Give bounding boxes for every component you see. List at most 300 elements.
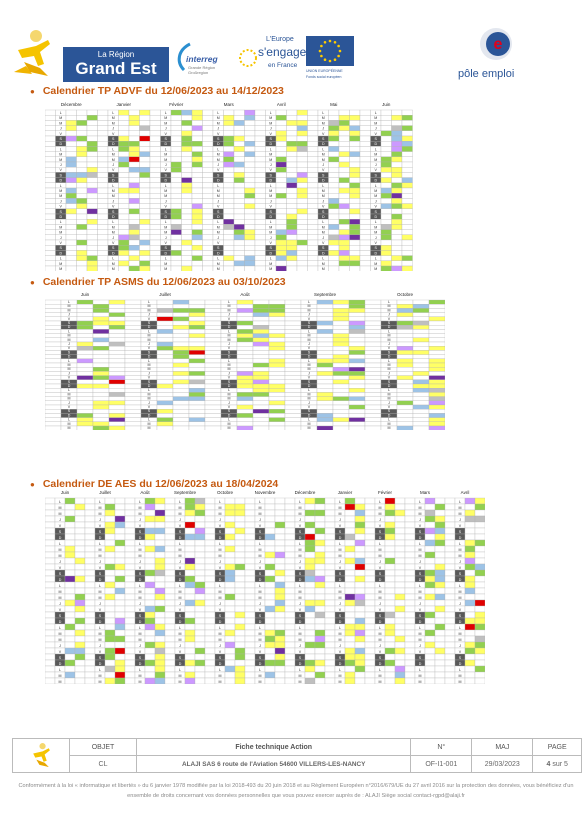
- calendar-cell: [276, 172, 287, 177]
- calendar-cell: [65, 576, 75, 582]
- calendar-cell: [225, 654, 235, 660]
- calendar-cell: [125, 380, 141, 384]
- calendar-cell: [392, 162, 403, 167]
- calendar-cell: [275, 570, 285, 576]
- calendar-cell: [297, 209, 308, 214]
- weekday-letter: J: [379, 517, 381, 522]
- calendar-cell: [65, 660, 75, 666]
- calendar-cell: [360, 230, 371, 235]
- weekday-letter: S: [387, 409, 391, 414]
- weekday-letter: D: [178, 619, 182, 624]
- calendar-cell: [475, 630, 485, 636]
- weekday-letter: M: [218, 547, 222, 552]
- weekday-letter: J: [59, 163, 62, 167]
- calendar-cell: [325, 576, 335, 582]
- calendar-cell: [225, 618, 235, 624]
- weekday-letter: M: [59, 230, 63, 235]
- calendar-cell: [45, 131, 56, 136]
- weekday-letter: V: [322, 168, 325, 173]
- calendar-cell: [203, 120, 214, 125]
- weekday-letter: M: [58, 679, 62, 684]
- calendar-cell: [345, 522, 355, 528]
- calendar-cell: [297, 245, 308, 250]
- weekday-letter: L: [219, 499, 221, 504]
- calendar-cell: [234, 245, 245, 250]
- weekday-letter: L: [388, 417, 390, 422]
- calendar-cell: [140, 256, 151, 261]
- calendar-cell: [105, 546, 115, 552]
- weekday-letter: V: [307, 346, 311, 351]
- calendar-cell: [77, 397, 93, 401]
- calendar-cell: [77, 359, 93, 363]
- weekday-letter: S: [59, 246, 62, 251]
- calendar-cell: [165, 648, 175, 654]
- calendar-cell: [75, 678, 85, 684]
- weekday-letter: S: [67, 409, 71, 414]
- calendar-cell: [305, 552, 315, 558]
- calendar-cell: [445, 624, 455, 630]
- calendar-cell: [381, 120, 392, 125]
- calendar-cell: [45, 256, 56, 261]
- month-header: Août: [240, 292, 250, 297]
- weekday-letter: J: [59, 235, 62, 240]
- weekday-letter: V: [59, 131, 62, 136]
- calendar-cell: [269, 334, 285, 338]
- calendar-cell: [235, 564, 245, 570]
- weekday-letter: J: [228, 342, 230, 346]
- calendar-cell: [203, 167, 214, 172]
- calendar-cell: [77, 256, 88, 261]
- calendar-cell: [224, 240, 235, 245]
- calendar-cell: [255, 178, 266, 183]
- calendar-cell: [65, 600, 75, 606]
- calendar-cell: [475, 600, 485, 606]
- calendar-cell: [65, 630, 75, 636]
- weekday-letter: S: [458, 571, 462, 576]
- calendar-cell: [365, 588, 375, 594]
- calendar-cell: [329, 214, 340, 219]
- calendar-cell: [445, 570, 455, 576]
- calendar-cell: [125, 409, 141, 413]
- calendar-cell: [129, 250, 140, 255]
- calendar-cell: [182, 183, 193, 188]
- weekday-letter: M: [138, 631, 142, 636]
- weekday-letter: M: [338, 673, 342, 678]
- calendar-cell: [93, 346, 109, 350]
- calendar-cell: [129, 178, 140, 183]
- calendar-cell: [237, 371, 253, 375]
- calendar-cell: [237, 304, 253, 308]
- calendar-cell: [276, 245, 287, 250]
- weekday-letter: V: [138, 607, 142, 612]
- calendar-cell: [195, 606, 205, 612]
- calendar-cell: [145, 648, 155, 654]
- calendar-cell: [413, 401, 429, 405]
- weekday-letter: M: [374, 157, 378, 162]
- calendar-cell: [115, 552, 125, 558]
- weekday-letter: L: [59, 220, 62, 225]
- calendar-cell: [305, 534, 315, 540]
- calendar-cell: [285, 321, 301, 325]
- weekday-letter: D: [138, 661, 142, 666]
- weekday-letter: V: [164, 204, 167, 209]
- calendar-cell: [237, 308, 253, 312]
- weekday-letter: V: [58, 523, 62, 528]
- calendar-cell: [265, 636, 275, 642]
- calendar-cell: [45, 214, 56, 219]
- calendar-cell: [45, 308, 61, 312]
- calendar-cell: [125, 401, 141, 405]
- weekday-letter: J: [112, 199, 115, 204]
- calendar-cell: [45, 219, 56, 224]
- calendar-cell: [297, 256, 308, 261]
- calendar-cell: [329, 167, 340, 172]
- weekday-letter: L: [388, 329, 390, 334]
- calendar-cell: [265, 678, 275, 684]
- calendar-cell: [333, 418, 349, 422]
- calendar-cell: [105, 516, 115, 522]
- calendar-cell: [413, 325, 429, 329]
- calendar-cell: [350, 152, 361, 157]
- weekday-letter: M: [67, 367, 71, 372]
- weekday-letter: V: [59, 204, 62, 209]
- calendar-cell: [245, 126, 256, 131]
- calendar-cell: [125, 376, 141, 380]
- calendar-cell: [333, 317, 349, 321]
- calendar-cell: [185, 624, 195, 630]
- calendar-cell: [285, 558, 295, 564]
- calendar-cell: [325, 648, 335, 654]
- weekday-letter: L: [374, 256, 377, 261]
- calendar-cell: [413, 321, 429, 325]
- calendar-cell: [182, 110, 193, 115]
- calendar-cell: [234, 250, 245, 255]
- calendar-cell: [297, 188, 308, 193]
- calendar-cell: [115, 528, 125, 534]
- calendar-cell: [349, 380, 365, 384]
- calendar-cell: [276, 167, 287, 172]
- weekday-letter: D: [227, 384, 231, 388]
- weekday-letter: M: [378, 511, 382, 516]
- month-header: Octobre: [396, 292, 414, 297]
- calendar-cell: [205, 648, 215, 654]
- calendar-cell: [173, 325, 189, 329]
- calendar-cell: [435, 660, 445, 666]
- calendar-cell: [305, 576, 315, 582]
- weekday-letter: S: [59, 137, 62, 141]
- calendar-cell: [225, 594, 235, 600]
- weekday-letter: M: [98, 673, 102, 678]
- weekday-letter: M: [111, 225, 115, 230]
- calendar-cell: [269, 304, 285, 308]
- calendar-cell: [205, 363, 221, 367]
- calendar-cell: [333, 329, 349, 333]
- calendar-cell: [360, 178, 371, 183]
- calendar-cell: [392, 209, 403, 214]
- weekday-letter: D: [321, 178, 325, 183]
- calendar-cell: [65, 564, 75, 570]
- calendar-cell: [285, 397, 301, 401]
- calendar-cell: [45, 162, 56, 167]
- calendar-cell: [397, 338, 413, 342]
- calendar-cell: [171, 224, 182, 229]
- calendar-cell: [325, 672, 335, 678]
- calendar-cell: [165, 522, 175, 528]
- calendar-cell: [87, 245, 98, 250]
- calendar-cell: [392, 198, 403, 203]
- calendar-cell: [308, 261, 319, 266]
- calendar-cell: [189, 409, 205, 413]
- calendar-cell: [276, 198, 287, 203]
- weekday-letter: J: [139, 601, 141, 606]
- calendar-cell: [392, 152, 403, 157]
- calendar-cell: [360, 115, 371, 120]
- calendar-cell: [224, 183, 235, 188]
- calendar-cell: [234, 115, 245, 120]
- calendar-cell: [185, 570, 195, 576]
- calendar-cell: [195, 528, 205, 534]
- calendar-cell: [333, 371, 349, 375]
- calendar-cell: [287, 230, 298, 235]
- calendar-cell: [395, 654, 405, 660]
- calendar-cell: [475, 528, 485, 534]
- calendar-cell: [237, 313, 253, 317]
- calendar-cell: [185, 642, 195, 648]
- calendar-cell: [285, 528, 295, 534]
- weekday-letter: L: [228, 300, 230, 304]
- calendar-cell: [145, 540, 155, 546]
- weekday-letter: M: [338, 595, 342, 600]
- weekday-letter: V: [164, 241, 167, 245]
- weekday-letter: M: [269, 121, 273, 126]
- calendar-cell: [365, 666, 375, 672]
- calendar-cell: [425, 504, 435, 510]
- calendar-cell: [203, 214, 214, 219]
- calendar-cell: [235, 546, 245, 552]
- calendar-cell: [255, 204, 266, 209]
- weekday-letter: D: [216, 215, 220, 219]
- weekday-letter: V: [227, 316, 231, 321]
- weekday-letter: M: [218, 673, 222, 678]
- weekday-letter: S: [147, 321, 151, 325]
- calendar-cell: [253, 317, 269, 321]
- calendar-cell: [365, 384, 381, 388]
- calendar-cell: [234, 204, 245, 209]
- calendar-cell: [360, 131, 371, 136]
- calendar-cell: [145, 588, 155, 594]
- calendar-cell: [429, 384, 445, 388]
- calendar-cell: [237, 426, 253, 430]
- calendar-cell: [109, 392, 125, 396]
- calendar-cell: [224, 120, 235, 125]
- weekday-letter: L: [139, 625, 141, 630]
- calendar-cell: [297, 115, 308, 120]
- calendar-cell: [66, 167, 77, 172]
- calendar-cell: [285, 630, 295, 636]
- calendar-cell: [345, 516, 355, 522]
- calendar-cell: [395, 504, 405, 510]
- calendar-cell: [98, 115, 109, 120]
- calendar-cell: [150, 230, 161, 235]
- calendar-cell: [285, 552, 295, 558]
- calendar-cell: [234, 110, 245, 115]
- calendar-cell: [325, 534, 335, 540]
- weekday-letter: M: [418, 595, 422, 600]
- interreg-line1: interreg: [186, 54, 218, 64]
- weekday-letter: M: [227, 363, 231, 367]
- calendar-cell: [87, 162, 98, 167]
- calendar-cell: [205, 618, 215, 624]
- calendar-cell: [205, 334, 221, 338]
- calendar-cell: [245, 240, 256, 245]
- calendar-cell: [173, 355, 189, 359]
- calendar-cell: [435, 540, 445, 546]
- calendar-cell: [265, 630, 275, 636]
- calendar-grid-svg: [45, 488, 485, 684]
- weekday-letter: S: [298, 613, 302, 618]
- weekday-letter: M: [178, 595, 182, 600]
- weekday-letter: M: [58, 673, 62, 678]
- calendar-cell: [119, 209, 130, 214]
- calendar-cell: [245, 546, 255, 552]
- calendar-cell: [405, 660, 415, 666]
- calendar-cell: [129, 167, 140, 172]
- calendar-cell: [333, 376, 349, 380]
- calendar-cell: [150, 126, 161, 131]
- calendar-cell: [203, 157, 214, 162]
- calendar-cell: [315, 510, 325, 516]
- weekday-letter: L: [68, 358, 70, 363]
- calendar-cell: [185, 498, 195, 504]
- calendar-cell: [125, 392, 141, 396]
- calendar-cell: [195, 498, 205, 504]
- weekday-letter: M: [321, 116, 325, 121]
- weekday-letter: J: [112, 126, 115, 131]
- weekday-letter: L: [219, 541, 221, 546]
- calendar-cell: [465, 522, 475, 528]
- weekday-letter: M: [216, 157, 220, 162]
- calendar-cell: [234, 157, 245, 162]
- weekday-letter: V: [58, 607, 62, 612]
- weekday-letter: M: [307, 337, 311, 342]
- weekday-letter: V: [269, 241, 272, 245]
- calendar-cell: [140, 204, 151, 209]
- calendar-cell: [195, 660, 205, 666]
- calendar-cell: [45, 576, 55, 582]
- calendar-cell: [205, 409, 221, 413]
- calendar-cell: [285, 342, 301, 346]
- calendar-cell: [98, 209, 109, 214]
- calendar-cell: [365, 376, 381, 380]
- pole-emploi-logo: [456, 26, 536, 82]
- calendar-cell: [402, 110, 413, 115]
- weekday-letter: M: [374, 225, 378, 230]
- calendar-cell: [317, 325, 333, 329]
- calendar-cell: [182, 126, 193, 131]
- calendar-cell: [402, 183, 413, 188]
- calendar-cell: [253, 325, 269, 329]
- month-header: Juillet: [159, 292, 171, 297]
- calendar-cell: [205, 338, 221, 342]
- calendar-cell: [445, 498, 455, 504]
- calendar-cell: [349, 405, 365, 409]
- calendar-cell: [405, 570, 415, 576]
- calendar-cell: [65, 612, 75, 618]
- calendar-cell: [395, 522, 405, 528]
- stars-icon: [238, 48, 258, 68]
- calendar-cell: [405, 594, 415, 600]
- calendar-cell: [465, 630, 475, 636]
- calendar-cell: [85, 672, 95, 678]
- calendar-cell: [308, 193, 319, 198]
- calendar-cell: [145, 594, 155, 600]
- weekday-letter: M: [374, 121, 378, 126]
- calendar-cell: [285, 376, 301, 380]
- weekday-letter: J: [228, 312, 230, 317]
- calendar-cell: [205, 308, 221, 312]
- calendar-cell: [65, 636, 75, 642]
- weekday-letter: V: [338, 565, 342, 570]
- calendar-cell: [355, 594, 365, 600]
- calendar-cell: [285, 334, 301, 338]
- calendar-cell: [237, 405, 253, 409]
- calendar-cell: [85, 546, 95, 552]
- calendar-cell: [237, 321, 253, 325]
- calendar-cell: [360, 126, 371, 131]
- calendar-cell: [350, 131, 361, 136]
- calendar-cell: [360, 141, 371, 146]
- calendar-cell: [157, 376, 173, 380]
- calendar-cell: [269, 418, 285, 422]
- calendar-cell: [276, 224, 287, 229]
- weekday-letter: J: [299, 601, 301, 606]
- weekday-letter: S: [178, 655, 182, 660]
- calendar-cell: [98, 193, 109, 198]
- calendar-cell: [297, 157, 308, 162]
- calendar-cell: [150, 157, 161, 162]
- calendar-aes: [45, 488, 495, 688]
- calendar-cell: [185, 606, 195, 612]
- calendar-cell: [140, 141, 151, 146]
- calendar-cell: [475, 498, 485, 504]
- calendar-cell: [255, 167, 266, 172]
- calendar-cell: [360, 152, 371, 157]
- calendar-cell: [77, 317, 93, 321]
- calendar-cell: [429, 426, 445, 430]
- calendar-cell: [397, 300, 413, 304]
- weekday-letter: D: [59, 178, 63, 183]
- weekday-letter: V: [217, 131, 220, 136]
- weekday-letter: J: [217, 126, 220, 131]
- calendar-cell: [308, 204, 319, 209]
- calendar-cell: [329, 209, 340, 214]
- calendar-cell: [275, 582, 285, 588]
- weekday-letter: L: [419, 499, 421, 504]
- calendar-cell: [234, 120, 245, 125]
- region-line2: Grand Est: [75, 59, 157, 78]
- calendar-cell: [189, 401, 205, 405]
- calendar-cell: [475, 540, 485, 546]
- calendar-cell: [329, 141, 340, 146]
- calendar-cell: [317, 413, 333, 417]
- calendar-cell: [285, 308, 301, 312]
- weekday-letter: M: [338, 505, 342, 510]
- calendar-cell: [235, 654, 245, 660]
- weekday-letter: J: [388, 400, 390, 405]
- weekday-letter: S: [258, 571, 262, 576]
- calendar-cell: [150, 193, 161, 198]
- calendar-cell: [171, 188, 182, 193]
